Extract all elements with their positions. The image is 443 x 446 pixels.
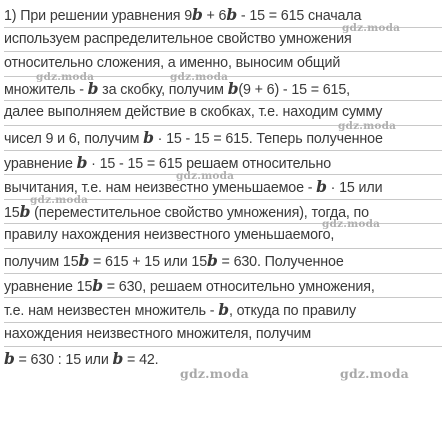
variable-b: b [76, 152, 88, 172]
variable-b: b [87, 78, 99, 98]
text-fragment: = 630, решаем относительно умножения, [102, 278, 375, 295]
text-line [4, 323, 442, 348]
text-fragment: + 6 [202, 8, 227, 24]
text-fragment: уравнение 15 [4, 278, 93, 295]
text-fragment: за скобку, получим [98, 81, 228, 98]
text-fragment: используем распределительное свойство умножения [4, 30, 352, 47]
text-fragment: = 42. [123, 352, 159, 369]
variable-b: b [207, 250, 218, 270]
text-fragment: = 615 + 15 или 15 [89, 253, 208, 270]
text-fragment: уравнение [4, 155, 77, 172]
text-fragment: вычитания, т.е. нам неизвестно уменьшаемое - [4, 180, 317, 197]
text-fragment: 15 [4, 204, 20, 221]
watermark: gdz.moda [30, 194, 89, 206]
text-fragment: чисел 9 и 6, получим [4, 130, 144, 147]
text-fragment: · 15 или [326, 180, 383, 197]
variable-b: b [19, 201, 31, 221]
text-fragment: относительно сложения, а именно, выносим общий [4, 55, 341, 72]
variable-b: b [316, 177, 327, 197]
text-fragment: далее выполняем действие в скобках, т.е. находим сумму [4, 104, 383, 121]
text-fragment: правилу нахождения неизвестного уменьшаемого, [4, 227, 335, 244]
text-line [4, 249, 442, 274]
variable-b: b [218, 300, 229, 320]
watermark: gdz.moda [338, 120, 397, 132]
watermark: gdz.moda [36, 71, 95, 83]
watermark: gdz.moda [176, 170, 235, 182]
variable-b: b [78, 250, 90, 270]
text-fragment: (9 + 6) - 15 = 615, [238, 81, 350, 98]
text-line [4, 298, 442, 323]
variable-b: b [112, 349, 124, 369]
variable-b: b [143, 127, 154, 147]
watermark: gdz.moda [170, 71, 229, 83]
text-fragment: = 630. Полученное [217, 253, 344, 270]
text-fragment: · 15 - 15 = 615 решаем относительно [87, 155, 332, 172]
text-fragment: т.е. нам неизвестен множитель - [4, 303, 219, 320]
text-fragment: , откуда по правилу [228, 303, 356, 320]
variable-b: b [227, 78, 239, 98]
watermark: gdz.moda [180, 366, 249, 381]
solution-text [4, 3, 442, 372]
text-fragment: нахождения неизвестного множителя, получим [4, 325, 312, 342]
text-fragment: получим 15 [4, 253, 79, 270]
variable-b: b [226, 5, 238, 24]
text-fragment: множитель - [4, 81, 88, 98]
variable-b: b [4, 349, 15, 369]
text-fragment: = 630 : 15 или [14, 352, 113, 369]
text-fragment: - 15 = 615 сначала [237, 8, 362, 24]
watermark: gdz.moda [322, 218, 381, 230]
watermark: gdz.moda [340, 366, 409, 381]
text-line [4, 274, 442, 299]
variable-b: b [192, 5, 203, 24]
text-fragment: · 15 - 15 = 615. Теперь полученное [153, 130, 383, 147]
text-fragment: (переместительное свойство умножения), тогда, по [30, 204, 369, 221]
text-fragment: 1) При решении уравнения 9 [4, 8, 193, 24]
variable-b: b [92, 275, 103, 295]
watermark: gdz.moda [342, 22, 401, 34]
